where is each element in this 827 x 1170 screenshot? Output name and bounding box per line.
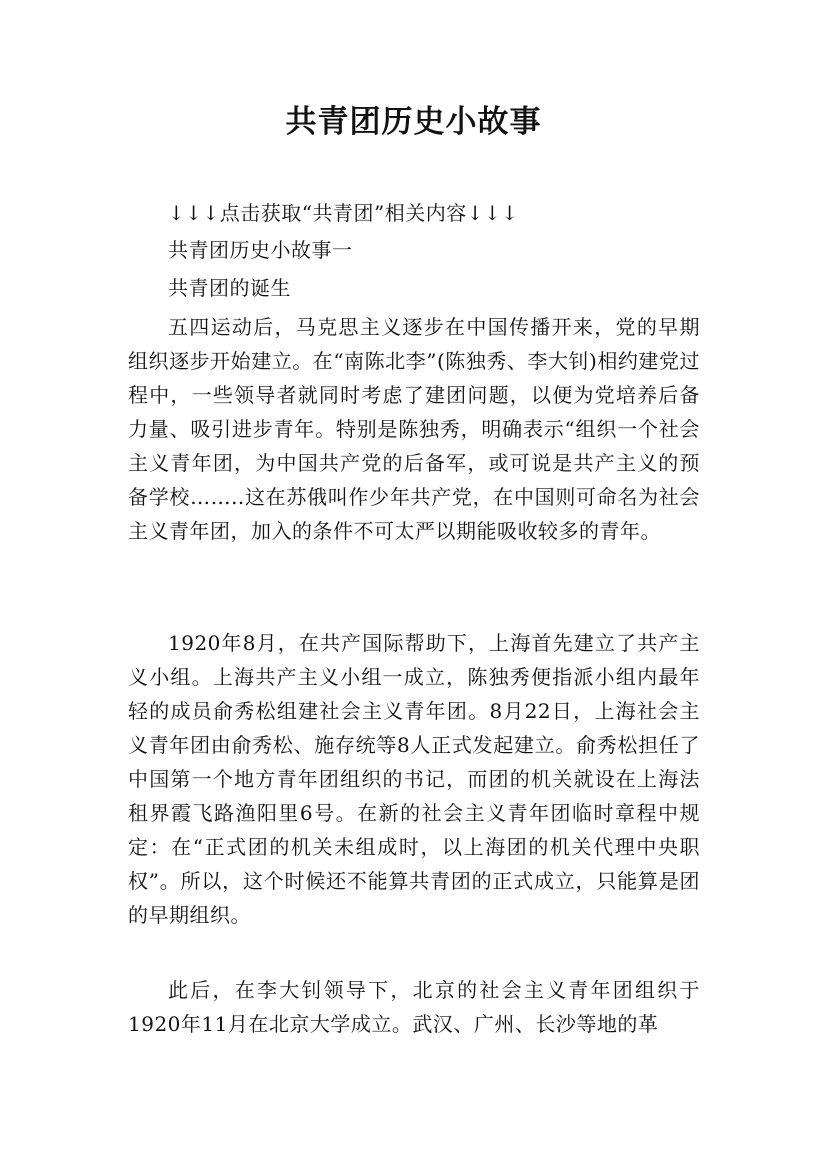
paragraph-2: 1920年8月，在共产国际帮助下，上海首先建立了共产主义小组。上海共产主义小组一成立，陈独秀便指派小组内最年轻的成员俞秀松组建社会主义青年团。8月22日，上海社会主义青年团由俞秀松、施存统等8人正式发起建立。俞秀松担任了中国第一个地方青年团组织的书记，而团的机关就设在上海法租界霞飞路渔阳里6号。在新的社会主义青年团临时章程中规定：在“正式团的机关未组成时，以上海团的机关代理中央职权”。所以，这个时候还不能算共青团的正式成立，只能算是团的早期组织。 <box>128 631 700 927</box>
sub-heading: 共青团的诞生 <box>168 276 291 300</box>
document-title: 共青团历史小故事 <box>285 104 542 140</box>
paragraph-3: 此后，在李大钊领导下，北京的社会主义青年团组织于1920年11月在北京大学成立。武汉、广州、长沙等地的革 <box>128 978 700 1036</box>
section-heading: 共青团历史小故事一 <box>168 238 353 262</box>
paragraph-1: 五四运动后，马克思主义逐步在中国传播开来，党的早期组织逐步开始建立。在“南陈北李”(陈独秀、李大钊)相约建党过程中，一些领导者就同时考虑了建团问题，以便为党培养后备力量、吸引进步青年。特别是陈独秀，明确表示“组织一个社会主义青年团，为中国共产党的后备军，或可说是共产主义的预备学校……..这在苏俄叫作少年共产党，在中国则可命名为社会主义青年团，加入的条件不可太严以期能吸收较多的青年。 <box>128 315 700 543</box>
related-content-link[interactable]: ↓↓↓点击获取“共青团”相关内容↓↓↓ <box>168 201 519 225</box>
